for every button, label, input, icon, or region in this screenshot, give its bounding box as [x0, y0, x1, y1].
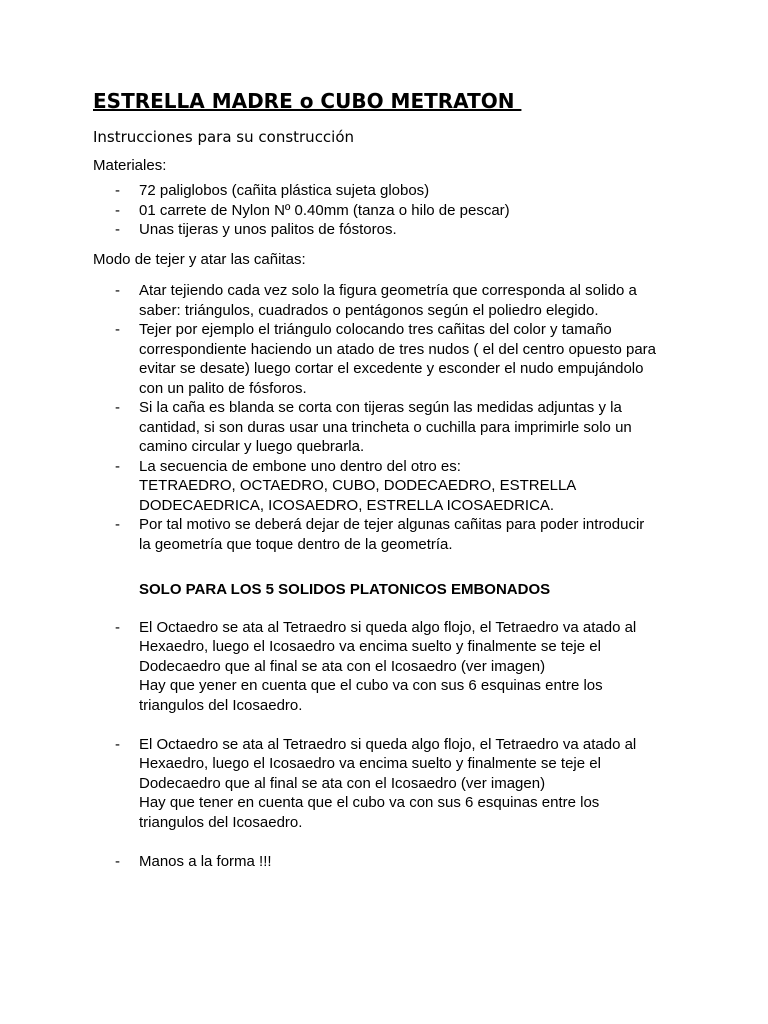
- list-item: - Por tal motivo se deberá dejar de tejer algunas cañitas para poder introducir la geometría que toque dentro de la geometría.: [115, 516, 645, 553]
- list-item: - El Octaedro se ata al Tetraedro si queda algo flojo, el Tetraedro va atado al Hexaedro, luego el Icosaedro va encima suelto y finalmente se teje el Dodecaedro que al final se ata con el Icosaedro (ver imagen) Hay que tener en cuenta que el cubo va con sus 6 esquinas entre los triangulos del Icosaedro.: [115, 735, 637, 831]
- materials-list: [93, 181, 693, 240]
- bullet-dash: -: [115, 516, 120, 533]
- bullet-dash: -: [115, 735, 120, 753]
- list-item: - Tejer por ejemplo el triángulo colocando tres cañitas del color y tamaño correspondiente haciendo un atado de tres nudos ( el del centro opuesto para evitar se desate) luego cortar el excedente y esconder el nudo empujándolo con un palito de fósforos.: [115, 321, 657, 397]
- materials-label: Materiales:: [93, 156, 167, 174]
- list-item: - 01 carrete de Nylon Nº 0.40mm (tanza o hilo de pescar): [115, 201, 510, 219]
- list-item: - Unas tijeras y unos palitos de fóstoros.: [115, 221, 397, 238]
- bullet-dash: -: [115, 399, 120, 416]
- bullet-dash: -: [115, 182, 120, 199]
- document-subtitle: Instrucciones para su construcción: [93, 128, 355, 146]
- bullet-dash: -: [115, 618, 120, 636]
- section-heading: SOLO PARA LOS 5 SOLIDOS PLATONICOS EMBONADOS: [139, 581, 551, 598]
- list-item: - Si la caña es blanda se corta con tijeras según las medidas adjuntas y la cantidad, si son duras usar una trincheta o cuchilla para imprimirle solo un camino circular y luego quebrarla.: [115, 399, 632, 455]
- document-page: [93, 88, 693, 891]
- bullet-dash: -: [115, 282, 120, 299]
- list-item: - Atar tejiendo cada vez solo la figura geometría que corresponda al solido a saber: triángulos, cuadrados o pentágonos según el poliedro elegido.: [115, 282, 637, 319]
- list-item: - El Octaedro se ata al Tetraedro si queda algo flojo, el Tetraedro va atado al Hexaedro, luego el Icosaedro va encima suelto y finalmente se teje el Dodecaedro que al final se ata con el Icosaedro (ver imagen) Hay que yener en cuenta que el cubo va con sus 6 esquinas entre los triangulos del Icosaedro.: [115, 618, 637, 714]
- list-item: - 72 paliglobos (cañita plástica sujeta globos): [115, 182, 430, 199]
- bullet-dash: -: [115, 457, 120, 475]
- bullet-dash: -: [115, 201, 120, 219]
- bullet-dash: -: [115, 221, 120, 238]
- platonic-list: [93, 618, 693, 872]
- list-item: - Manos a la forma !!!: [115, 852, 272, 870]
- document-title: ESTRELLA MADRE o CUBO METRATON: [93, 89, 522, 113]
- bullet-dash: -: [115, 852, 120, 870]
- mode-label: Modo de tejer y atar las cañitas:: [93, 250, 306, 268]
- list-item: - La secuencia de embone uno dentro del otro es: TETRAEDRO, OCTAEDRO, CUBO, DODECAEDRO, ESTRELLA DODECAEDRICA, ICOSAEDRO, ESTRELLA ICOSAEDRICA.: [115, 457, 577, 514]
- steps-list: [93, 281, 693, 554]
- bullet-dash: -: [115, 321, 120, 338]
